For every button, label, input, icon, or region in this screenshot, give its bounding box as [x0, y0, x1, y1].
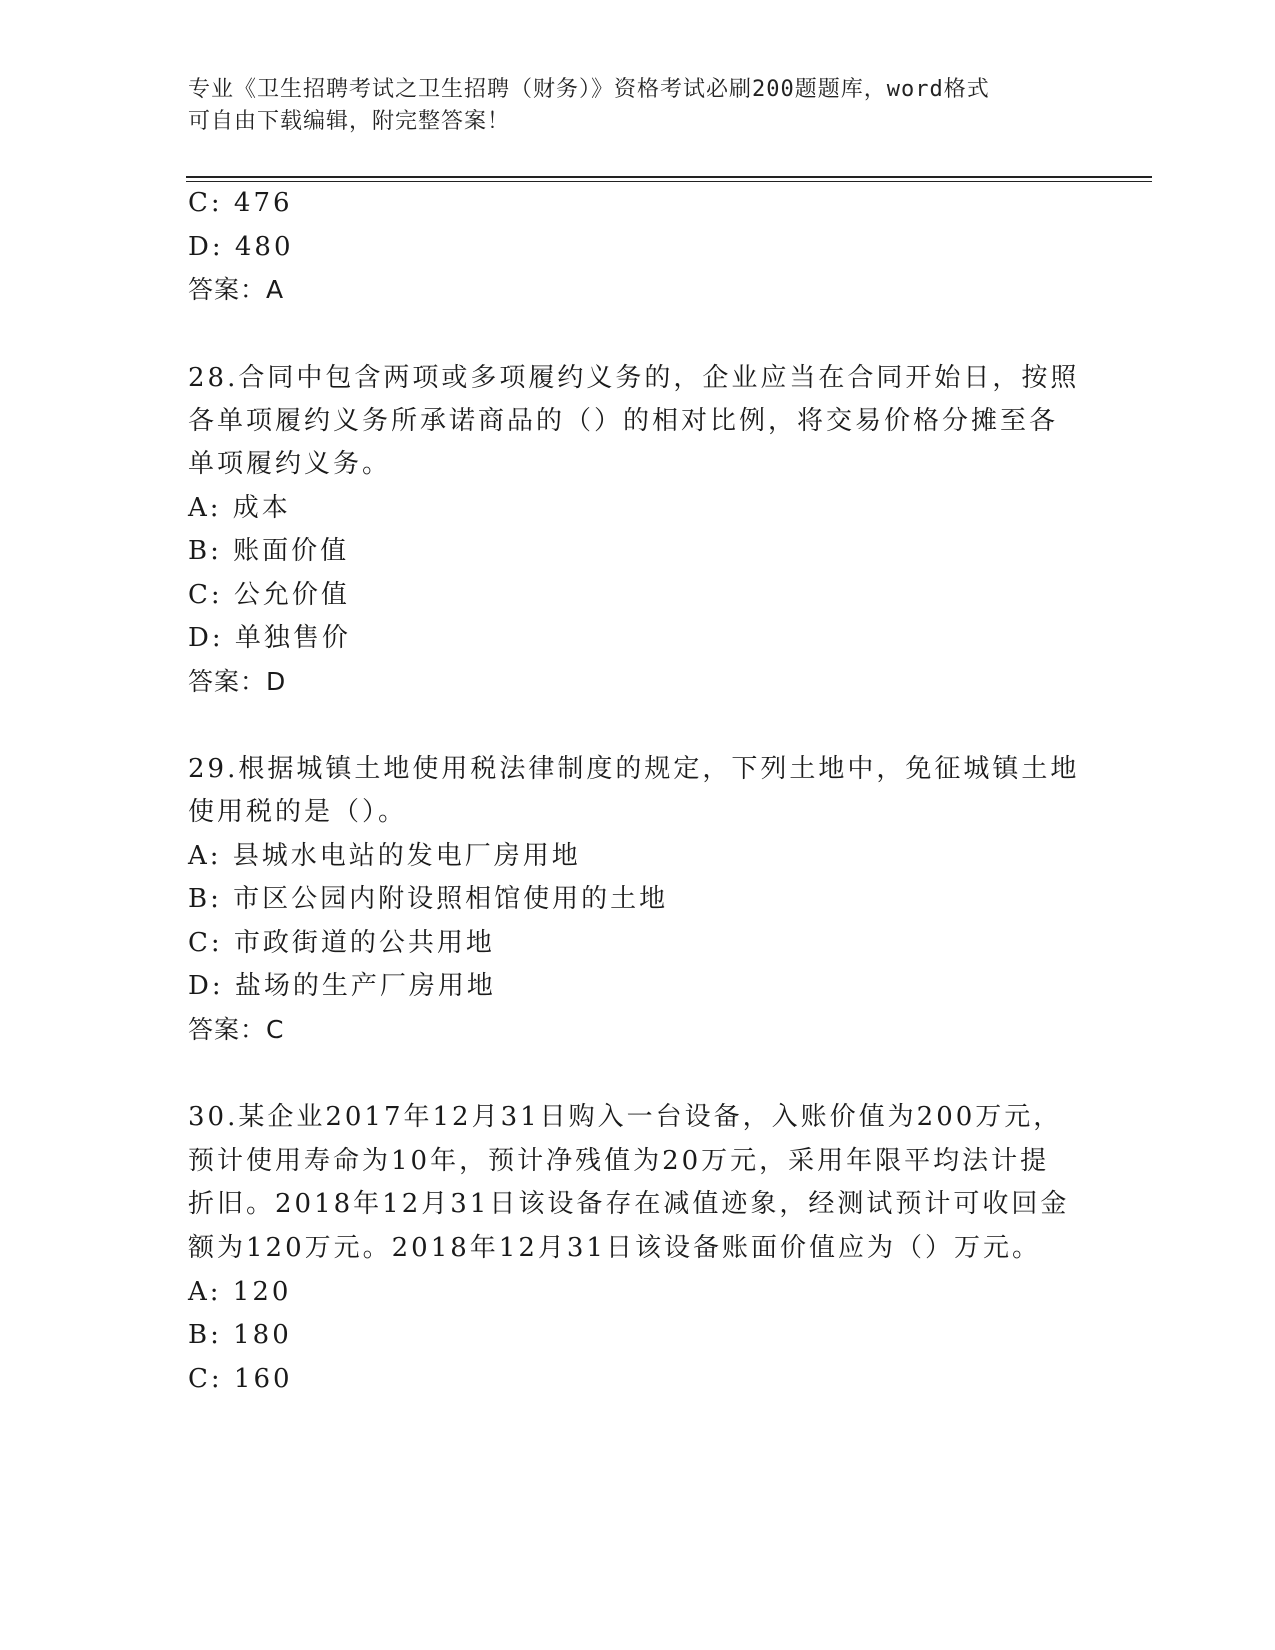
header-line-1: 专业《卫生招聘考试之卫生招聘（财务）》资格考试必刷200题题库，word格式 [188, 77, 990, 102]
question-30-line-1: 30.某企业2017年12月31日购入一台设备，入账价值为200万元， [188, 1102, 1063, 1132]
question-28-line-1: 28.合同中包含两项或多项履约义务的，企业应当在合同开始日，按照 [188, 363, 1080, 393]
option-a: A: 县城水电站的发电厂房用地 [188, 841, 581, 871]
header-line-2: 可自由下载编辑，附完整答案！ [188, 109, 511, 134]
question-28-line-3: 单项履约义务。 [188, 449, 392, 479]
question-30-line-3: 折旧。2018年12月31日该设备存在减值迹象，经测试预计可收回金 [188, 1189, 1070, 1219]
answer-28: 答案：D [188, 667, 287, 696]
option-b: B: 180 [188, 1320, 292, 1350]
question-29-line-2: 使用税的是（）。 [188, 797, 408, 827]
option-d: D: 480 [188, 232, 294, 262]
option-a: A: 成本 [188, 493, 291, 523]
question-30-line-4: 额为120万元。2018年12月31日该设备账面价值应为（）万元。 [188, 1233, 1041, 1263]
option-c: C: 市政街道的公共用地 [188, 928, 495, 958]
header-rule-thin [186, 181, 1152, 182]
header-rule-thick [186, 176, 1152, 178]
option-a: A: 120 [188, 1277, 292, 1307]
question-30-line-2: 预计使用寿命为10年，预计净残值为20万元，采用年限平均法计提 [188, 1146, 1050, 1176]
question-29-line-1: 29.根据城镇土地使用税法律制度的规定，下列土地中，免征城镇土地 [188, 754, 1080, 784]
option-c: C: 160 [188, 1364, 293, 1394]
option-b: B: 市区公园内附设照相馆使用的土地 [188, 884, 669, 914]
answer-29: 答案：C [188, 1015, 285, 1044]
document-header [188, 74, 1068, 138]
option-d: D: 盐场的生产厂房用地 [188, 971, 496, 1001]
answer-27: 答案：A [188, 275, 285, 304]
option-c: C: 公允价值 [188, 580, 350, 610]
option-d: D: 单独售价 [188, 623, 351, 653]
option-c: C: 476 [188, 188, 293, 218]
option-b: B: 账面价值 [188, 536, 350, 566]
question-28-line-2: 各单项履约义务所承诺商品的（）的相对比例，将交易价格分摊至各 [188, 406, 1059, 436]
